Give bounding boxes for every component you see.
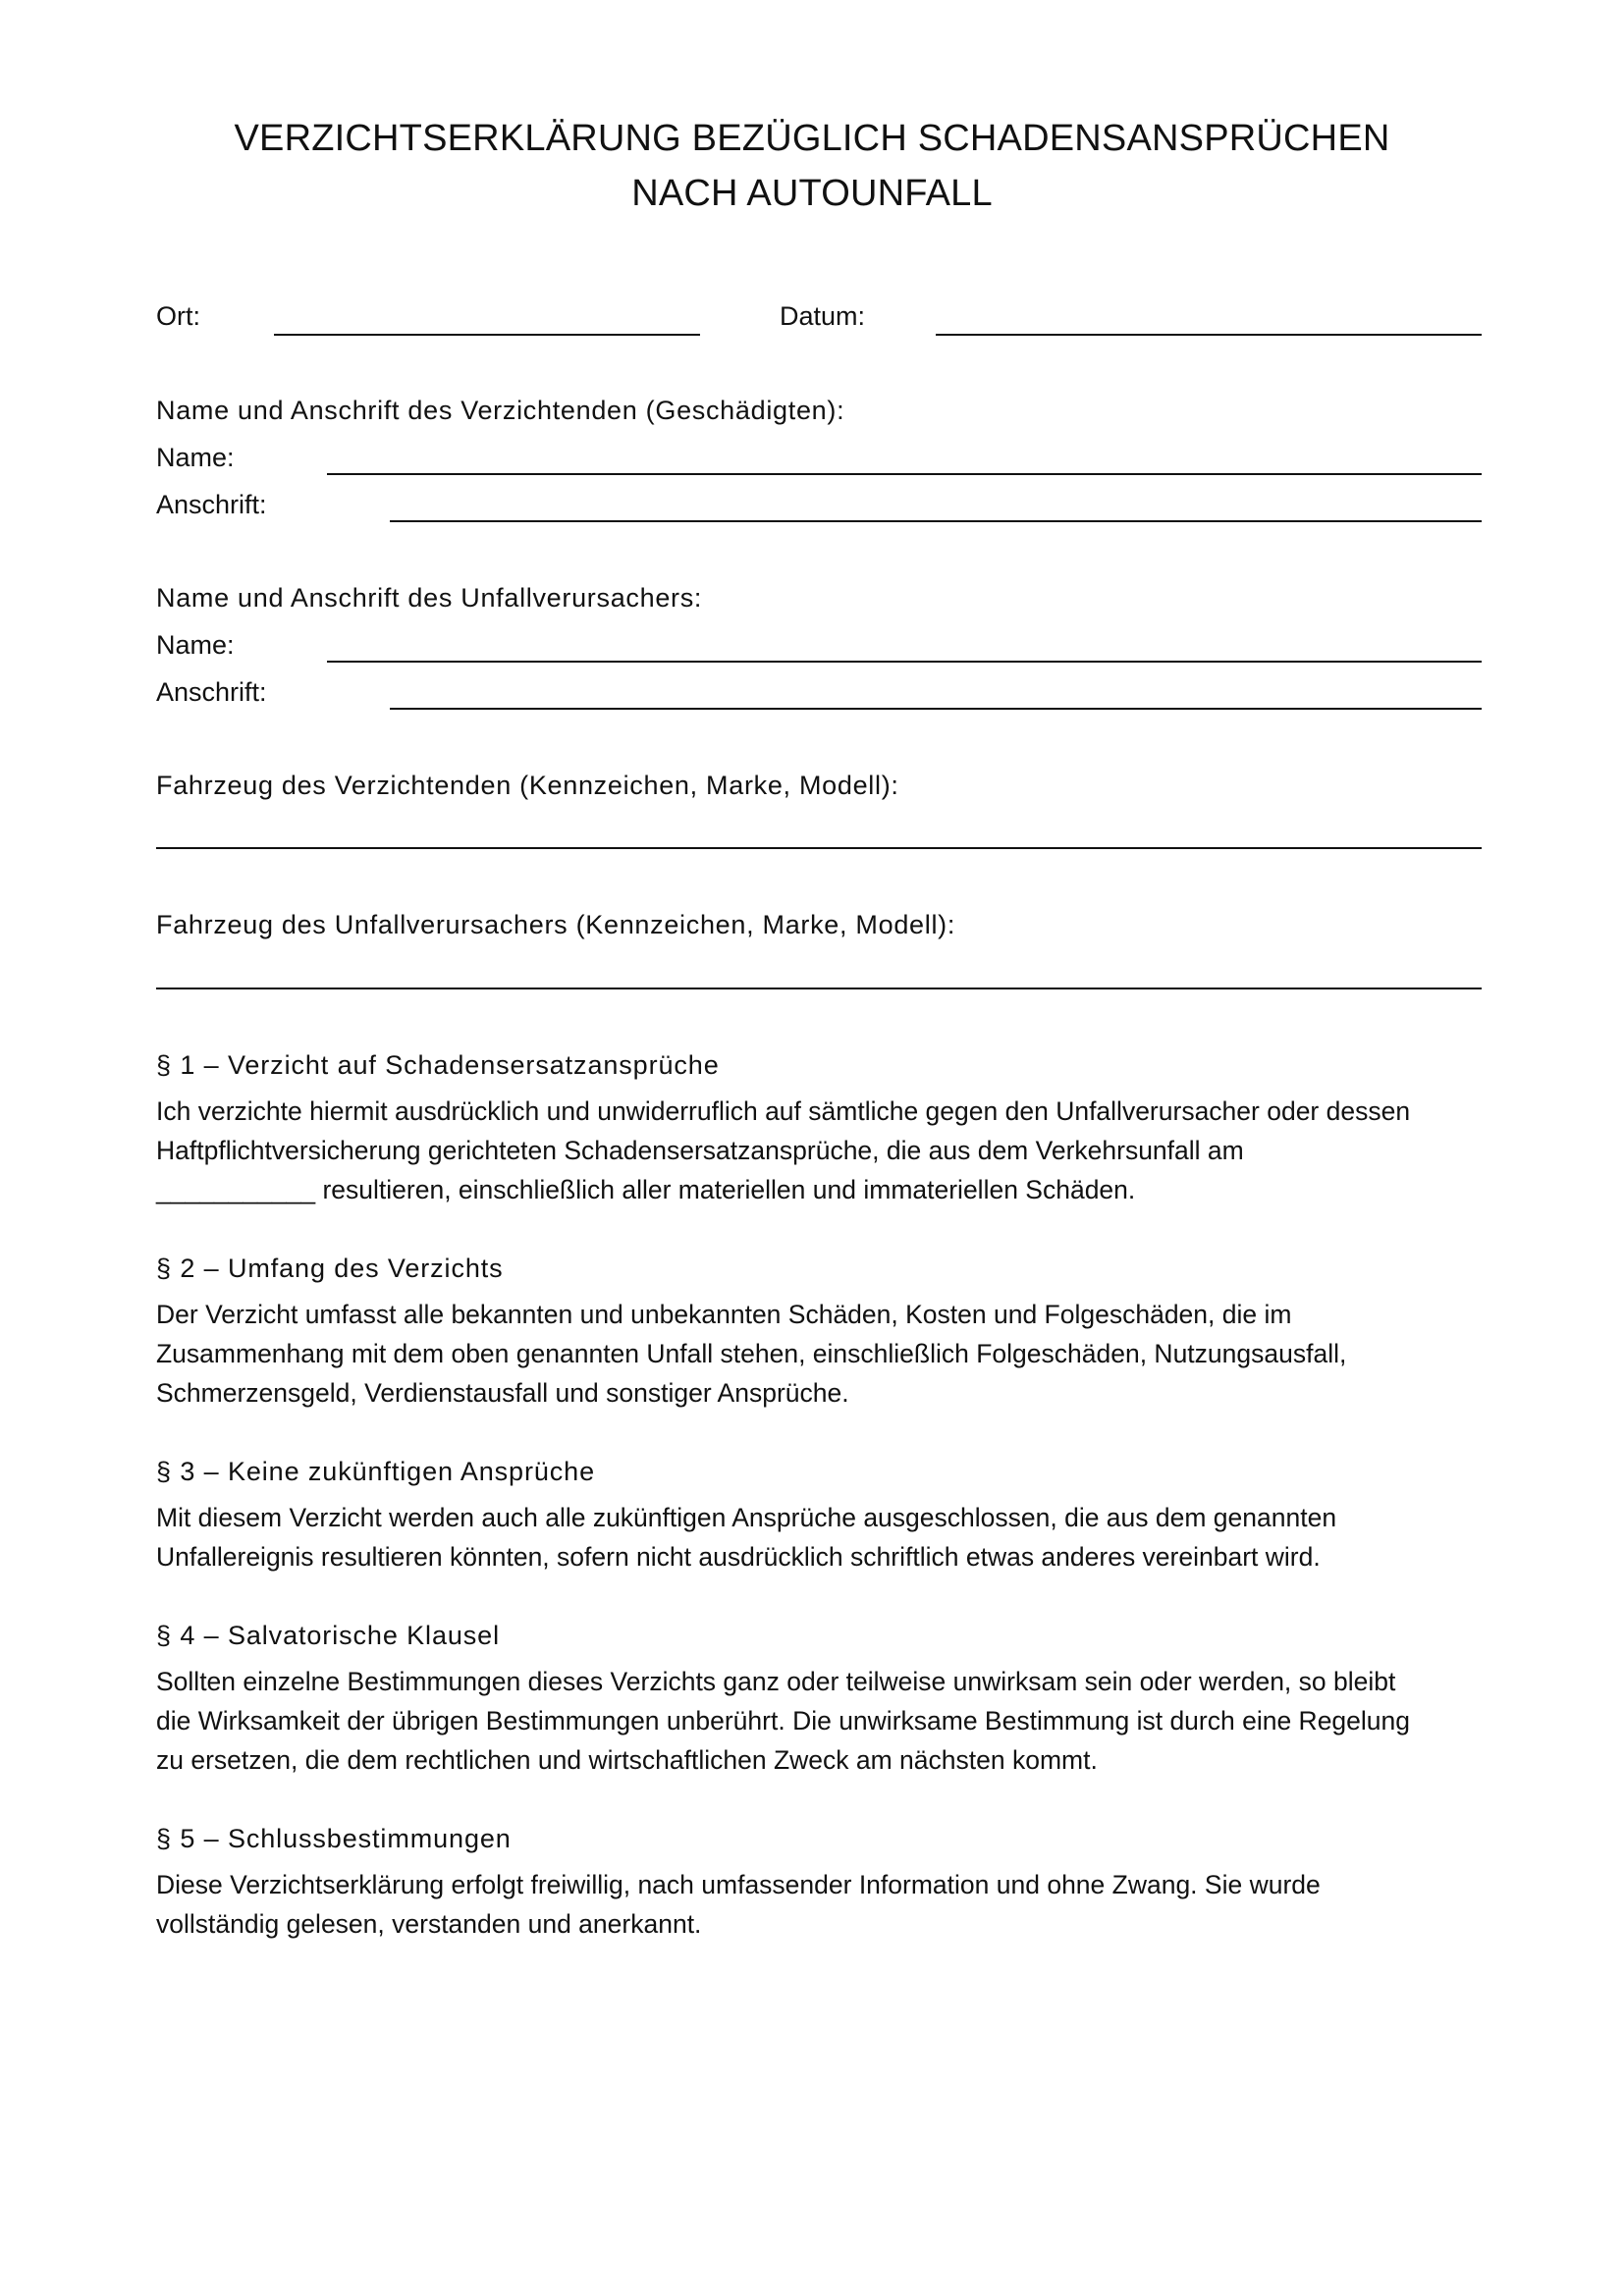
section-3-line-2: Unfallereignis resultieren könnten, sofern nicht ausdrücklich schriftlich etwas anderes vereinbart wird.: [156, 1542, 1321, 1572]
section-5-heading: § 5 – Schlussbestimmungen: [156, 1824, 512, 1853]
section-1-line-3: ___________ resultieren, einschließlich aller materiellen und immateriellen Schäden.: [156, 1175, 1136, 1204]
document-title-line-2: NACH AUTOUNFALL: [631, 173, 993, 214]
section-4-line-2: die Wirksamkeit der übrigen Bestimmungen unberührt. Die unwirksame Bestimmung ist durch eine Regelung: [156, 1706, 1411, 1735]
fahrzeug-verzichtender-input-line[interactable]: [156, 847, 1482, 849]
section-1-body: [156, 1092, 1501, 1209]
fahrzeug-verzichtender-label: Fahrzeug des Verzichtenden (Kennzeichen, Marke, Modell):: [156, 771, 899, 800]
section-3-heading: § 3 – Keine zukünftigen Ansprüche: [156, 1457, 596, 1486]
section-2-heading: § 2 – Umfang des Verzichts: [156, 1254, 504, 1283]
fahrzeug-verursacher-input-line[interactable]: [156, 988, 1482, 989]
section-2-body: [156, 1295, 1501, 1413]
verzichtender-anschrift-input-line[interactable]: [390, 520, 1482, 522]
verzichtender-anschrift-label: Anschrift:: [156, 490, 267, 519]
verursacher-anschrift-input-line[interactable]: [390, 708, 1482, 710]
section-1-line-2: Haftpflichtversicherung gerichteten Schadensersatzansprüche, die aus dem Verkehrsunfall am: [156, 1136, 1244, 1165]
verzichtender-name-input-line[interactable]: [327, 473, 1482, 475]
section-1-heading: § 1 – Verzicht auf Schadensersatzansprüche: [156, 1050, 720, 1080]
section-2-line-3: Schmerzensgeld, Verdienstausfall und sonstiger Ansprüche.: [156, 1378, 849, 1408]
section-1-line-1: Ich verzichte hiermit ausdrücklich und unwiderruflich auf sämtliche gegen den Unfallverursacher oder dessen: [156, 1096, 1411, 1126]
section-4-line-3: zu ersetzen, die dem rechtlichen und wirtschaftlichen Zweck am nächsten kommt.: [156, 1745, 1098, 1775]
section-2-line-2: Zusammenhang mit dem oben genannten Unfall stehen, einschließlich Folgeschäden, Nutzungsausfall,: [156, 1339, 1347, 1368]
datum-input-line[interactable]: [936, 334, 1482, 336]
section-5-line-1: Diese Verzichtserklärung erfolgt freiwillig, nach umfassender Information und ohne Zwang. Sie wurde: [156, 1870, 1321, 1899]
section-4-line-1: Sollten einzelne Bestimmungen dieses Verzichts ganz oder teilweise unwirksam sein oder werden, so bleibt: [156, 1667, 1396, 1696]
verzichtender-heading: Name und Anschrift des Verzichtenden (Geschädigten):: [156, 396, 845, 425]
verursacher-heading: Name und Anschrift des Unfallverursachers:: [156, 583, 703, 613]
section-3-line-1: Mit diesem Verzicht werden auch alle zukünftigen Ansprüche ausgeschlossen, die aus dem genannten: [156, 1503, 1337, 1532]
ort-label: Ort:: [156, 301, 200, 331]
verursacher-name-label: Name:: [156, 630, 235, 660]
section-4-heading: § 4 – Salvatorische Klausel: [156, 1621, 500, 1650]
verzichtender-name-label: Name:: [156, 443, 235, 472]
verursacher-anschrift-label: Anschrift:: [156, 677, 267, 707]
section-4-body: [156, 1662, 1501, 1780]
section-5-line-2: vollständig gelesen, verstanden und anerkannt.: [156, 1909, 702, 1939]
fahrzeug-verursacher-label: Fahrzeug des Unfallverursachers (Kennzeichen, Marke, Modell):: [156, 910, 956, 939]
document-title-line-1: VERZICHTSERKLÄRUNG BEZÜGLICH SCHADENSANSPRÜCHEN: [234, 118, 1390, 159]
section-2-line-1: Der Verzicht umfasst alle bekannten und unbekannten Schäden, Kosten und Folgeschäden, die im: [156, 1300, 1292, 1329]
datum-label: Datum:: [780, 301, 866, 331]
section-5-body: [156, 1865, 1501, 1944]
section-3-body: [156, 1498, 1501, 1576]
ort-input-line[interactable]: [274, 334, 700, 336]
verursacher-name-input-line[interactable]: [327, 661, 1482, 663]
